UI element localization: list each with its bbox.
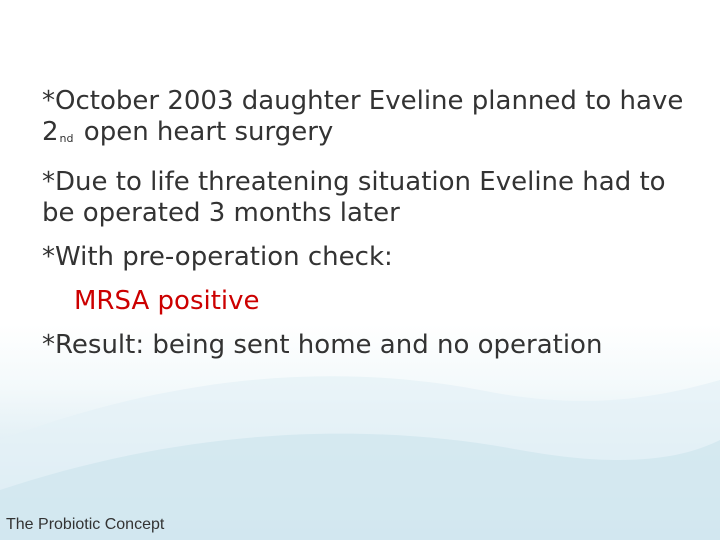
- bullet-life-threatening: *Due to life threatening situation Eveline had to be operated 3 months later: [42, 167, 666, 228]
- mrsa-positive-highlight: MRSA positive: [74, 286, 260, 316]
- footer-title: The Probiotic Concept: [6, 516, 165, 533]
- bullet-surgery-plan-text-end: open heart surgery: [75, 117, 334, 147]
- bullet-surgery-plan: [42, 86, 702, 154]
- bullet-result: *Result: being sent home and no operation: [42, 330, 603, 360]
- bullet-pre-operation-check: *With pre-operation check:: [42, 242, 393, 272]
- ordinal-suffix: nd: [59, 132, 74, 145]
- slide-body: [42, 86, 702, 374]
- bullet-surgery-plan-text: *October 2003 daughter Eveline planned to have 2: [42, 86, 684, 147]
